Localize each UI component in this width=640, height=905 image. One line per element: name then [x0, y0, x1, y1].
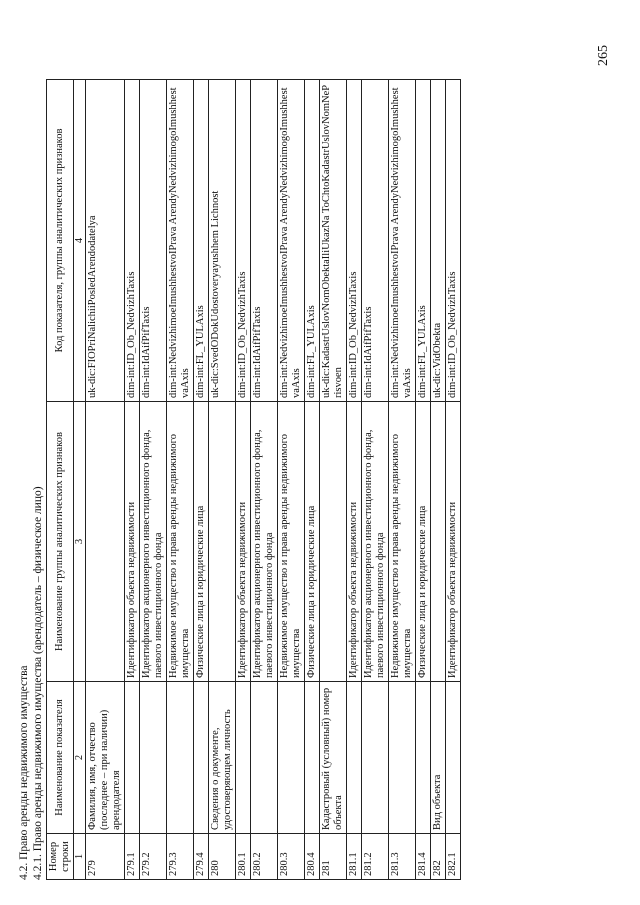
indicator-code: dim-int:ID_Ob_NedvizhTaxis: [446, 80, 461, 402]
table-row: [416, 80, 431, 880]
group-name: Идентификатор объекта недвижимости: [125, 402, 140, 682]
indicator-code: dim-int:NedvizhimoeImushhestvoIPrava ArendyNedvizhimogoImushhestvaAxis: [389, 80, 416, 402]
table-row: [362, 80, 389, 880]
indicator-code: dim-int:ID_Ob_NedvizhTaxis: [236, 80, 251, 402]
indicator-code: uk-dic:FIOPriNalichiiPoslеdArendodatelya: [86, 80, 125, 402]
group-name: Физические лица и юридические лица: [416, 402, 431, 682]
table-row: [194, 80, 209, 880]
group-name: Недвижимое имущество и права аренды недвижимого имущества: [278, 402, 305, 682]
table-row: [305, 80, 320, 880]
indicator-code: uk-dic:KadastrUslovNomObektaIliUkazNa ToChtoKadastrUslovNomNePrisvoen: [320, 80, 347, 402]
indicator-code: dim-int:ID_Ob_NedvizhTaxis: [347, 80, 362, 402]
group-name: Идентификатор объекта недвижимости: [446, 402, 461, 682]
row-number: 280.2: [251, 834, 278, 880]
row-number: 280.3: [278, 834, 305, 880]
indicator-name: Вид объекта: [431, 682, 446, 834]
row-number: 279.4: [194, 834, 209, 880]
header-code: Код показателя, группы аналитических признаков: [47, 80, 74, 402]
table-row: [251, 80, 278, 880]
indicator-name: [140, 682, 167, 834]
row-number: 282.1: [446, 834, 461, 880]
section-heading: 4.2. Право аренды недвижимого имущества: [18, 665, 30, 880]
header-row-number: Номер строки: [47, 834, 74, 880]
row-number: 279.2: [140, 834, 167, 880]
indicator-code: dim-int:NedvizhimoeImushhestvoIPrava ArendyNedvizhimogoImushhestvaAxis: [278, 80, 305, 402]
table-row: [347, 80, 362, 880]
group-name: Идентификатор акционерного инвестиционного фонда, паевого инвестиционного фонда: [140, 402, 167, 682]
indicator-code: dim-int:IdAifPifTaxis: [140, 80, 167, 402]
row-number: 281.4: [416, 834, 431, 880]
column-number: 4: [74, 80, 86, 402]
table-header-row: [47, 80, 74, 880]
group-name: Физические лица и юридические лица: [194, 402, 209, 682]
indicator-name: [278, 682, 305, 834]
group-name: Недвижимое имущество и права аренды недвижимого имущества: [167, 402, 194, 682]
row-number: 281: [320, 834, 347, 880]
table-row: [446, 80, 461, 880]
row-number: 280: [209, 834, 236, 880]
indicator-name: [362, 682, 389, 834]
group-name: [86, 402, 125, 682]
column-number-row: [74, 80, 86, 880]
indicator-code: dim-int:ID_Ob_NedvizhTaxis: [125, 80, 140, 402]
indicator-name: [167, 682, 194, 834]
table-row: [209, 80, 236, 880]
indicator-name: Фамилия, имя, отчество (последнее – при наличии) арендодателя: [86, 682, 125, 834]
group-name: [431, 402, 446, 682]
subsection-heading: 4.2.1. Право аренды недвижимого имущества (арендодатель – физическое лицо): [31, 486, 44, 880]
page-number: 265: [596, 45, 611, 66]
indicator-name: [347, 682, 362, 834]
indicator-code: uk-dic:VidObekta: [431, 80, 446, 402]
table-row: [320, 80, 347, 880]
row-number: 281.3: [389, 834, 416, 880]
table-row: [167, 80, 194, 880]
table-row: [236, 80, 251, 880]
indicator-name: [194, 682, 209, 834]
indicator-name: [416, 682, 431, 834]
column-number: 2: [74, 682, 86, 834]
header-indicator-name: Наименование показателя: [47, 682, 74, 834]
row-number: 279.3: [167, 834, 194, 880]
row-number: 282: [431, 834, 446, 880]
indicator-name: [251, 682, 278, 834]
column-number: 3: [74, 402, 86, 682]
table-row: [140, 80, 167, 880]
indicator-name: [389, 682, 416, 834]
table-row: [86, 80, 125, 880]
row-number: 281.1: [347, 834, 362, 880]
indicator-code: dim-int:FL_YULAxis: [194, 80, 209, 402]
group-name: Физические лица и юридические лица: [305, 402, 320, 682]
indicator-name: [125, 682, 140, 834]
row-number: 280.4: [305, 834, 320, 880]
indicator-code: dim-int:FL_YULAxis: [416, 80, 431, 402]
group-name: Недвижимое имущество и права аренды недвижимого имущества: [389, 402, 416, 682]
table-row: [389, 80, 416, 880]
indicator-name: Кадастровый (условный) номер объекта: [320, 682, 347, 834]
row-number: 279.1: [125, 834, 140, 880]
group-name: Идентификатор акционерного инвестиционного фонда, паевого инвестиционного фонда: [362, 402, 389, 682]
header-group-name: Наименование группы аналитических признаков: [47, 402, 74, 682]
group-name: Идентификатор объекта недвижимости: [236, 402, 251, 682]
indicator-code: dim-int:FL_YULAxis: [305, 80, 320, 402]
indicator-code: dim-int:NedvizhimoeImushhestvoIPrava ArendyNedvizhimogoImushhestvaAxis: [167, 80, 194, 402]
indicator-code: dim-int:IdAifPifTaxis: [362, 80, 389, 402]
rotated-content: [18, 60, 461, 880]
group-name: [209, 402, 236, 682]
indicator-name: [305, 682, 320, 834]
table-row: [431, 80, 446, 880]
indicator-code: dim-int:IdAifPifTaxis: [251, 80, 278, 402]
group-name: Идентификатор объекта недвижимости: [347, 402, 362, 682]
indicator-table: [46, 79, 461, 880]
table-row: [125, 80, 140, 880]
row-number: 279: [86, 834, 125, 880]
indicator-name: [236, 682, 251, 834]
group-name: Идентификатор акционерного инвестиционного фонда, паевого инвестиционного фонда: [251, 402, 278, 682]
indicator-code: uk-dic:SvedODokUdostoveryayushhem Lichnost: [209, 80, 236, 402]
row-number: 280.1: [236, 834, 251, 880]
indicator-name: Сведения о документе, удостоверяющем личность: [209, 682, 236, 834]
indicator-name: [446, 682, 461, 834]
column-number: 1: [74, 834, 86, 880]
row-number: 281.2: [362, 834, 389, 880]
group-name: [320, 402, 347, 682]
table-row: [278, 80, 305, 880]
